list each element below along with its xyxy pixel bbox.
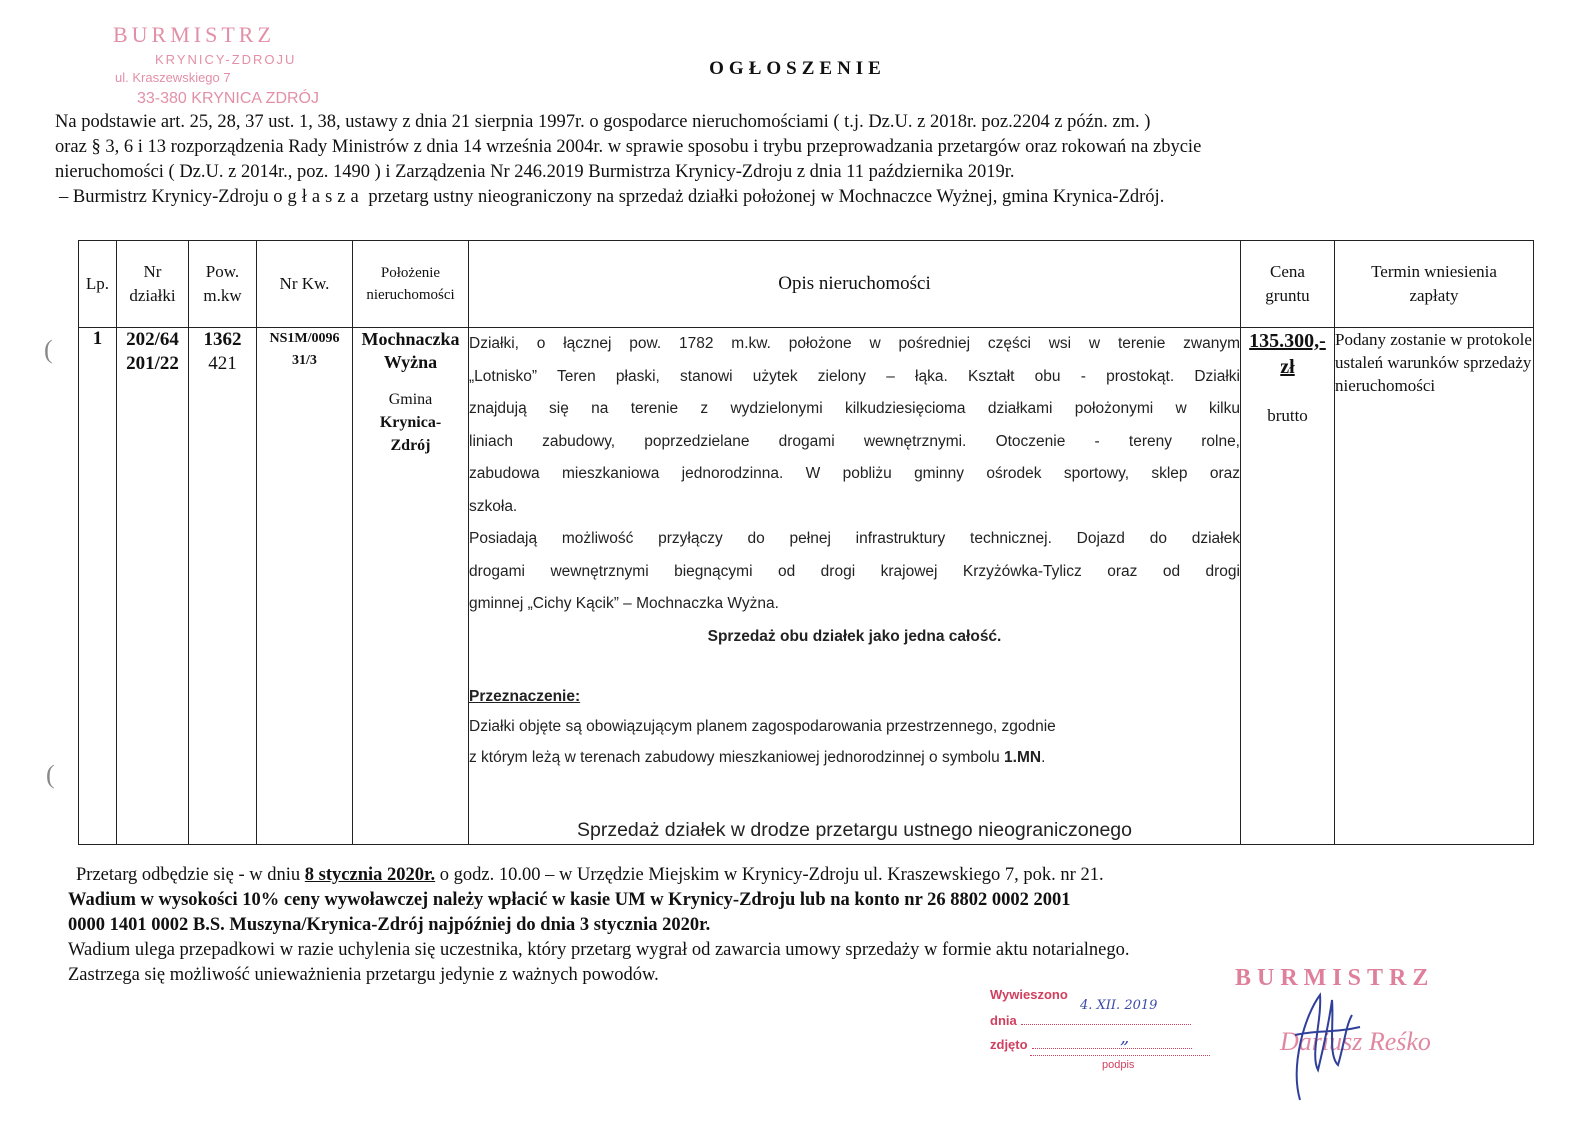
cell-cena: [1241, 328, 1335, 845]
posted-zdjeto-row: [990, 1037, 1192, 1052]
footer-line-4: Wadium ulega przepadkowi w razie uchylenia się uczestnika, który przetarg wygrał od zawarcia umowy sprzedaży w formie aktu notarialnego.: [68, 940, 1130, 960]
cell-pow-2: 421: [208, 353, 237, 374]
header-termin-2: zapłaty: [1409, 286, 1459, 305]
header-pow: [189, 241, 257, 328]
sale-note: Sprzedaż działek w drodze przetargu ustnego nieograniczonego: [576, 819, 1133, 841]
przeznaczenie-line-2-text: z którym leżą w terenach zabudowy mieszkaniowej jednorodzinnej o symbolu: [469, 748, 1005, 766]
desc-line: „Lotnisko” Teren płaski, stanowi użytek zielony – łąka. Kształt obu - prostokąt. Działki: [469, 367, 1240, 385]
posted-dnia-value: 4. XII. 2019: [1080, 998, 1158, 1013]
handwritten-signature: [1260, 975, 1370, 1105]
intro-paragraph: [55, 110, 1495, 210]
stamp-top-line2: KRYNICY-ZDROJU: [155, 52, 297, 67]
margin-punch-mark: (: [46, 760, 55, 789]
cell-nr-dzialki: [117, 328, 189, 845]
header-cena: [1241, 241, 1335, 328]
intro-line-4-c: przetarg ustny nieograniczony na sprzedaż działki położonej w Mochnaczce Wyżnej, gmina Krynica-Zdrój.: [363, 187, 1165, 207]
cell-nr-dzialki-1: 202/64: [126, 329, 179, 350]
header-pow-1: Pow.: [205, 262, 240, 281]
cell-nr-kw-2: 31/3: [292, 353, 317, 368]
header-polozenie-2: nieruchomości: [366, 287, 455, 303]
intro-line-1: Na podstawie art. 25, 28, 37 ust. 1, 38, ustawy z dnia 21 sierpnia 1997r. o gospodarce nieruchomościami ( t.j. Dz.U. z 2018r. poz.2204 z późn. zm. ): [55, 112, 1151, 132]
cell-polozenie: [353, 328, 469, 845]
posted-podpis-label: podpis: [1102, 1059, 1135, 1071]
posted-signature-line: [1030, 1055, 1210, 1056]
intro-line-2: oraz § 3, 6 i 13 rozporządzenia Rady Ministrów z dnia 14 września 2004r. w sprawie sposobu i trybu przeprowadzania przetargów oraz rokowań na zbycie: [55, 137, 1202, 157]
cell-gmina-b2: Zdrój: [390, 437, 431, 454]
posted-stamp: [990, 985, 1230, 1095]
cell-gmina: Gmina: [388, 391, 433, 408]
cell-polozenie-2: Wyżna: [383, 352, 438, 372]
header-nr-dzialki: [117, 241, 189, 328]
header-termin-1: Termin wniesienia: [1371, 262, 1497, 281]
header-nr-dzialki-2: działki: [129, 286, 176, 305]
cell-polozenie-1: Mochnaczka: [361, 329, 460, 349]
footer-line-5: Zastrzega się możliwość unieważnienia przetargu jedynie z ważnych powodów.: [68, 965, 659, 985]
przeznaczenie-end: .: [1041, 748, 1046, 766]
cell-pow-1: 1362: [203, 329, 242, 350]
stamp-top-title: BURMISTRZ: [113, 22, 275, 47]
posted-dnia-dots: [1021, 1014, 1191, 1025]
header-cena-2: gruntu: [1265, 286, 1310, 305]
page-title: OGŁOSZENIE: [709, 58, 886, 79]
table-row: [79, 328, 1534, 845]
price-note: brutto: [1267, 406, 1308, 425]
przeznaczenie-line-2: [469, 742, 1240, 773]
desc-line: liniach zabudowy, poprzedzielane drogami wewnętrznymi. Otoczenie - tereny rolne,: [469, 432, 1240, 450]
mayor-stamp: [1235, 965, 1495, 1085]
header-cena-1: Cena: [1270, 262, 1305, 281]
posted-label: Wywieszono: [990, 987, 1068, 1002]
cell-nr-kw-1: NS1M/0096: [269, 331, 340, 346]
cell-gmina-b1: Krynica-: [379, 414, 442, 431]
cell-nr-kw: [257, 328, 353, 845]
posted-zdjeto-value: „: [1120, 1027, 1130, 1048]
desc-line: drogami wewnętrznymi biegnącymi od drogi krajowej Krzyżówka-Tylicz oraz od drogi: [469, 562, 1240, 580]
intro-line-3: nieruchomości ( Dz.U. z 2014r., poz. 1490 ) i Zarządzenia Nr 246.2019 Burmistrza Krynicy-Zdroju z dnia 11 października 2019r.: [55, 162, 1015, 182]
desc-line: gminnej „Cichy Kącik” – Mochnaczka Wyżna.: [469, 595, 779, 612]
auction-date: 8 stycznia 2020r.: [304, 865, 436, 885]
footer-line-3: 0000 1401 0002 B.S. Muszyna/Krynica-Zdrój najpóźniej do dnia 3 stycznia 2020r.: [68, 915, 711, 935]
property-table: [78, 240, 1534, 845]
header-pow-2: m.kw: [203, 286, 242, 305]
cell-termin: Podany zostanie w protokole ustaleń warunków sprzedaży nieruchomości: [1335, 328, 1534, 845]
header-lp: Lp.: [79, 241, 117, 328]
footer-line-2: Wadium w wysokości 10% ceny wywoławczej należy wpłacić w kasie UM w Krynicy-Zdroju lub na konto nr 26 8802 0002 2001: [68, 890, 1071, 910]
posted-dnia-label: dnia: [990, 1013, 1017, 1028]
header-opis: Opis nieruchomości: [469, 241, 1241, 328]
price-currency: zł: [1280, 356, 1295, 378]
margin-punch-mark: (: [44, 335, 53, 364]
intro-announces: ogłasza: [273, 187, 364, 207]
cell-opis: [469, 328, 1241, 845]
header-polozenie: [353, 241, 469, 328]
przeznaczenie-line-1: Działki objęte są obowiązującym planem zagospodarowania przestrzennego, zgodnie: [469, 717, 1056, 735]
przeznaczenie-symbol: 1.MN: [1004, 748, 1042, 766]
intro-line-4: [55, 185, 1495, 210]
desc-bold-note: Sprzedaż obu działek jako jedna całość.: [707, 627, 1002, 645]
price-amount: 135.300,-: [1249, 330, 1326, 352]
header-polozenie-1: Położenie: [380, 265, 441, 281]
posted-zdjeto-dots: [1032, 1038, 1192, 1049]
header-termin: [1335, 241, 1534, 328]
desc-line: znajdują się na terenie z wydzielonymi kilkudziesięcioma działkami położonymi w kilku: [469, 400, 1240, 417]
footer-line-1-b: o godz. 10.00 – w Urzędzie Miejskim w Krynicy-Zdroju ul. Kraszewskiego 7, pok. nr 21.: [435, 865, 1104, 885]
desc-line: zabudowa mieszkaniowa jednorodzinna. W pobliżu gminny ośrodek sportowy, sklep oraz: [469, 465, 1240, 482]
cell-pow: [189, 328, 257, 845]
desc-line: Posiadają możliwość przyłączy do pełnej infrastruktury technicznej. Dojazd do działek: [469, 530, 1240, 547]
mayor-stamp-name: Dariusz Reśko: [1280, 1027, 1431, 1056]
footer-line-1-a: Przetarg odbędzie się - w dniu: [76, 865, 305, 885]
desc-line: szkoła.: [469, 497, 518, 515]
footer-line-1: [68, 863, 1538, 888]
cell-lp: 1: [79, 328, 117, 845]
desc-line: Działki, o łącznej pow. 1782 m.kw. położone w pośredniej części wsi w terenie zwanym: [469, 335, 1240, 352]
intro-line-4-a: – Burmistrz Krynicy-Zdroju: [59, 187, 274, 207]
posted-dnia-row: [990, 1013, 1191, 1028]
stamp-top-line3: ul. Kraszewskiego 7: [115, 70, 231, 85]
przeznaczenie-label: Przeznaczenie:: [469, 687, 581, 705]
mayor-stamp-title: BURMISTRZ: [1235, 965, 1435, 991]
cell-nr-dzialki-2: 201/22: [126, 353, 179, 374]
table-header-row: [79, 241, 1534, 328]
header-nr-kw: Nr Kw.: [257, 241, 353, 328]
posted-zdjeto-label: zdjęto: [990, 1037, 1028, 1052]
header-nr-dzialki-1: Nr: [143, 262, 162, 281]
stamp-top-line4: 33-380 KRYNICA ZDRÓJ: [137, 90, 319, 107]
